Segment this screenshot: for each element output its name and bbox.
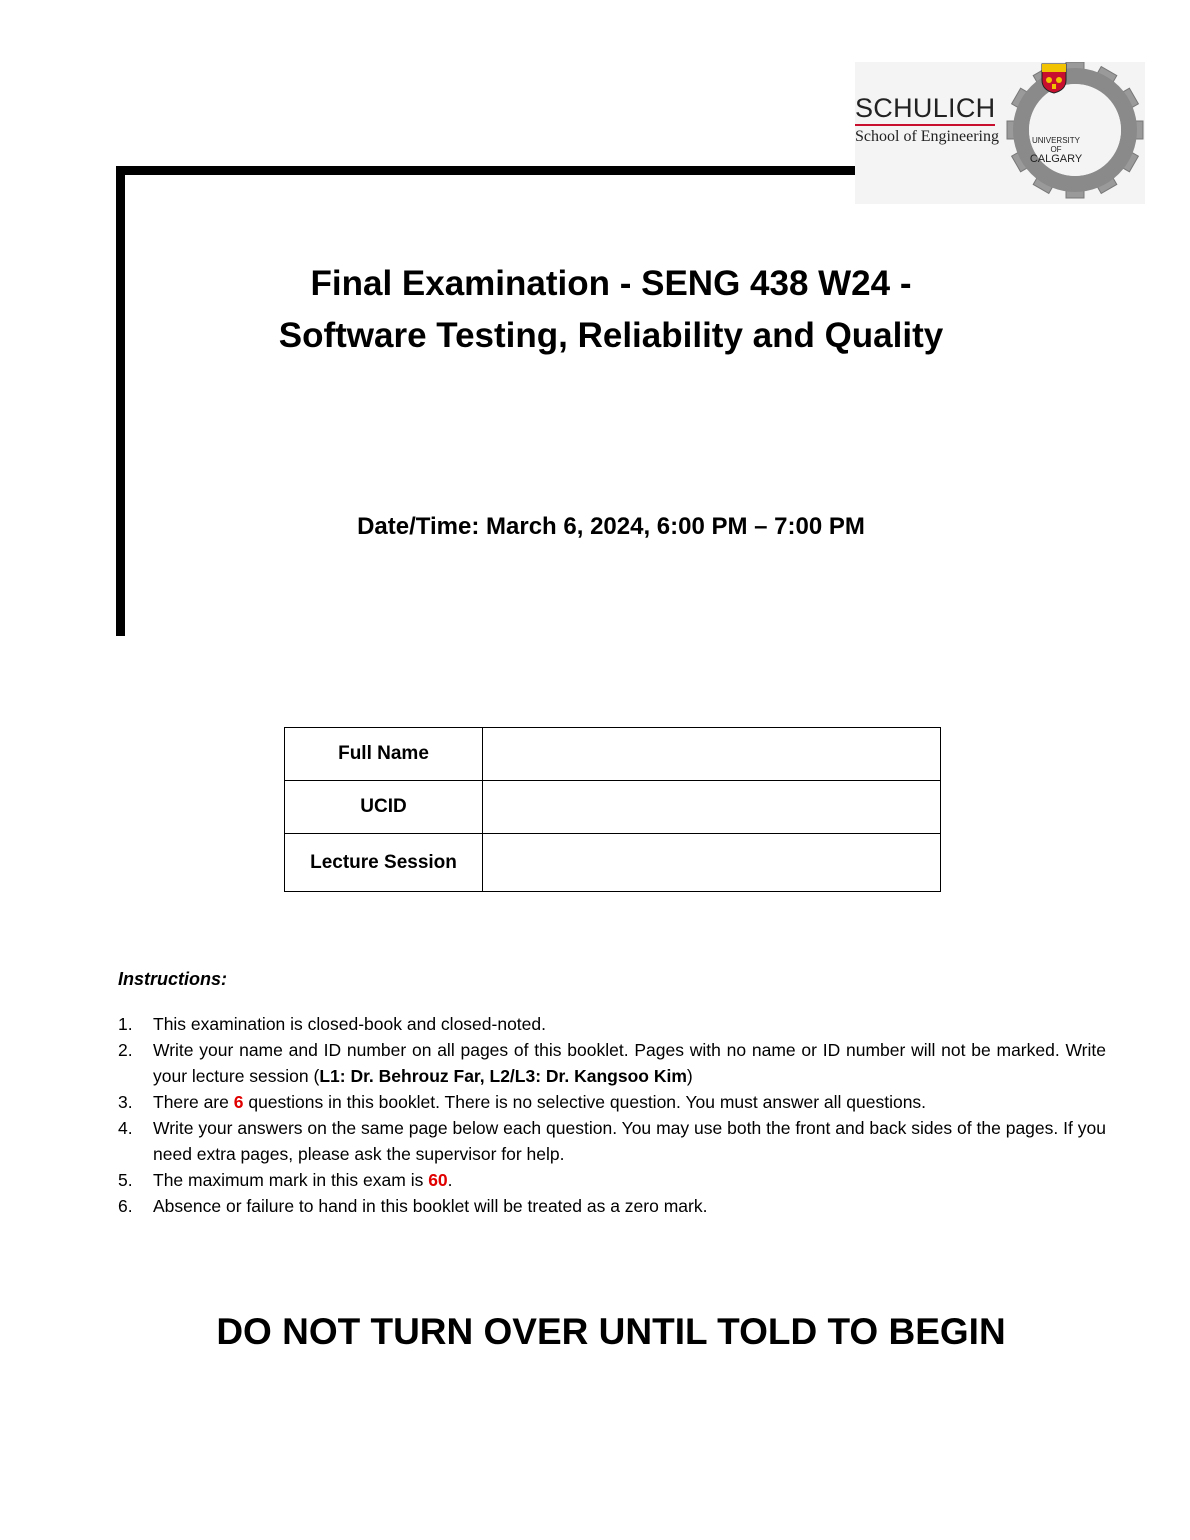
instructions-list <box>118 1011 1106 1219</box>
item-text-end: ) <box>686 1066 693 1086</box>
instructions-heading: Instructions: <box>118 969 228 989</box>
item-text-end: questions in this booklet. There is no selective question. You must answer all questions. <box>243 1092 927 1112</box>
exam-title <box>130 258 1092 362</box>
crest-icon <box>1040 62 1068 94</box>
list-item <box>118 1011 1106 1037</box>
logo-university <box>1027 136 1085 165</box>
schulich-logo <box>855 62 1145 204</box>
gear-icon <box>995 62 1145 204</box>
frame-left-border <box>116 166 125 636</box>
item-text: Write your answers on the same page below each question. You may use both the front and back sides of the pages. If you need extra pages, please ask the supervisor for help. <box>153 1118 1106 1164</box>
item-number: 5. <box>118 1170 133 1190</box>
table-row <box>285 728 941 781</box>
list-item <box>118 1089 1106 1115</box>
ucid-field[interactable] <box>483 781 941 834</box>
exam-title-line2: Software Testing, Reliability and Quality <box>278 316 944 355</box>
item-text-end: . <box>447 1170 453 1190</box>
item-text: This examination is closed-book and closed-noted. <box>153 1014 546 1034</box>
logo-university-line1: UNIVERSITY OF <box>1031 136 1080 154</box>
full-name-field[interactable] <box>483 728 941 781</box>
list-item <box>118 1193 1106 1219</box>
table-row <box>285 834 941 892</box>
item-number: 6. <box>118 1196 133 1216</box>
item-number: 2. <box>118 1040 133 1060</box>
ucid-label: UCID <box>285 781 483 834</box>
list-item <box>118 1037 1106 1089</box>
item-text: The maximum mark in this exam is <box>153 1170 429 1190</box>
full-name-label: Full Name <box>285 728 483 781</box>
exam-datetime: Date/Time: March 6, 2024, 6:00 PM – 7:00 PM <box>357 513 865 540</box>
do-not-turn-over-notice: DO NOT TURN OVER UNTIL TOLD TO BEGIN <box>216 1311 1006 1352</box>
question-count: 6 <box>233 1092 244 1112</box>
student-info-table <box>284 727 941 892</box>
list-item <box>118 1167 1106 1193</box>
table-row <box>285 781 941 834</box>
logo-school-text: School of Engineering <box>855 128 999 145</box>
item-text: Write your name and ID number on all pages of this booklet. Pages with no name or ID number will not be marked. Write your lecture session ( <box>153 1040 1106 1086</box>
item-number: 4. <box>118 1118 133 1138</box>
max-mark: 60 <box>428 1170 448 1190</box>
logo-university-line2: CALGARY <box>1029 153 1083 165</box>
item-number: 1. <box>118 1014 133 1034</box>
item-number: 3. <box>118 1092 133 1112</box>
item-text: Absence or failure to hand in this booklet will be treated as a zero mark. <box>153 1196 708 1216</box>
list-item <box>118 1115 1106 1167</box>
exam-title-line1: Final Examination - SENG 438 W24 - <box>310 264 912 303</box>
lecturer-names: L1: Dr. Behrouz Far, L2/L3: Dr. Kangsoo Kim <box>319 1066 687 1086</box>
logo-schulich-text: SCHULICH <box>855 94 995 126</box>
lecture-session-field[interactable] <box>483 834 941 892</box>
lecture-session-label: Lecture Session <box>285 834 483 892</box>
item-text: There are <box>153 1092 234 1112</box>
